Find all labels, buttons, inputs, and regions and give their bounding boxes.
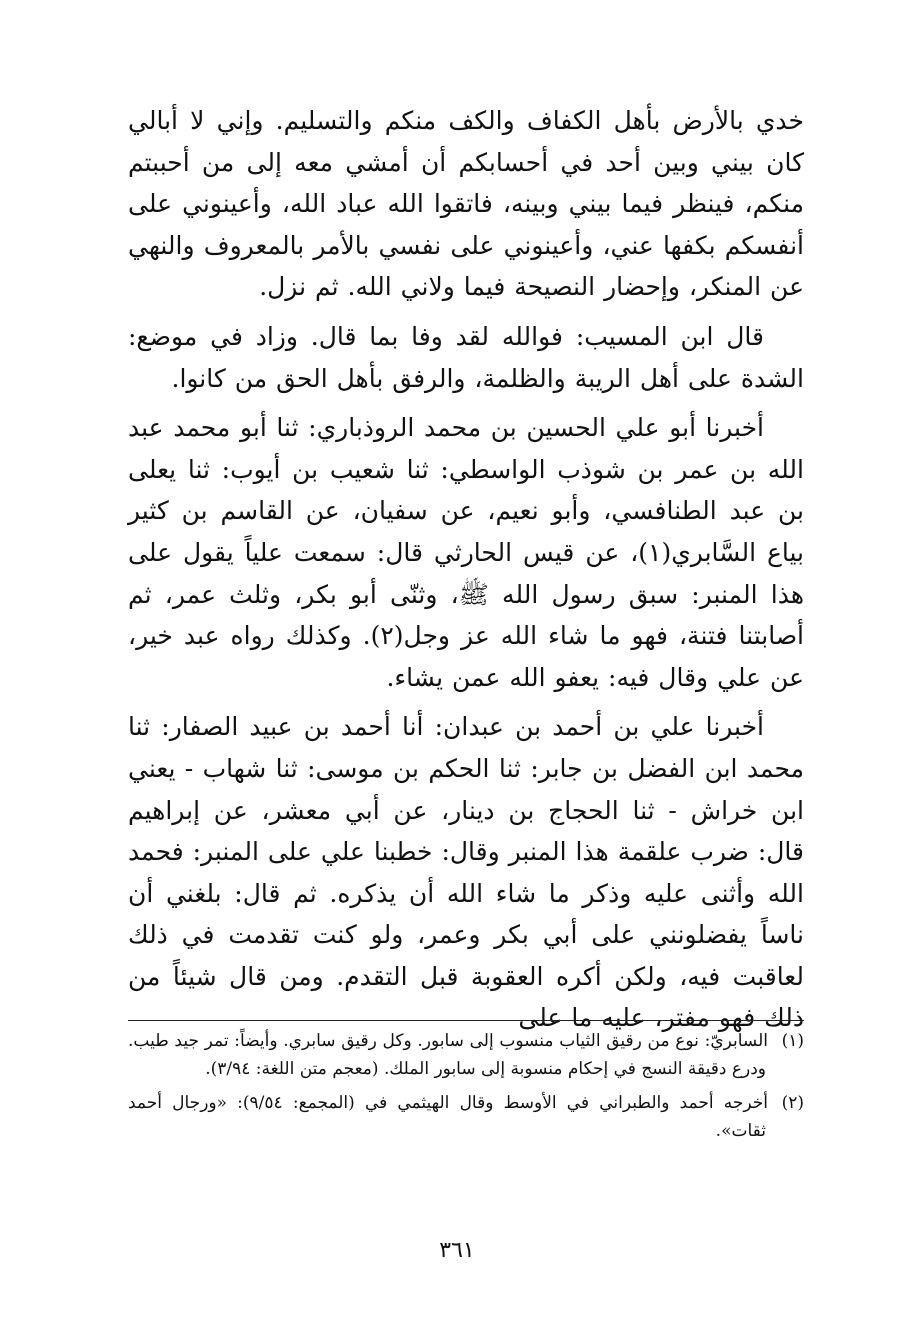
footnote-text: السابريّ: نوع من رقيق الثياب منسوب إلى سابور. وكل رقيق سابري. وأيضاً: تمر جيد طيب. ودرع دقيقة النسج في إحكام منسوبة إلى سابور الملك. (معجم متن اللغة: ٣/٩٤). — [128, 1031, 768, 1079]
footnote-2 — [128, 1089, 804, 1145]
paragraph-4: أخبرنا علي بن أحمد بن عبدان: أنا أحمد بن عبيد الصفار: ثنا محمد ابن الفضل بن جابر: ثنا الحكم بن موسى: ثنا شهاب - يعني ابن خراش - ثنا الحجاج بن دينار، عن أبي معشر، عن إبراهيم قال: ضرب علقمة هذا المنبر وقال: خطبنا علي على المنبر: فحمد الله وأثنى عليه وذكر ما شاء الله أن يذكره. ثم قال: بلغني أن ناساً يفضلونني على أبي بكر وعمر، ولو كنت تقدمت في ذلك لعاقبت فيه، ولكن أكره العقوبة قبل التقدم. ومن قال شيئاً من ذلك فهو مفتر، عليه ما على — [128, 712, 804, 1033]
page-number: ٣٦١ — [439, 1238, 475, 1263]
main-text — [128, 100, 804, 1047]
footnote-number: (٢) — [781, 1093, 804, 1113]
footnotes — [128, 1020, 804, 1151]
footnote-text: أخرجه أحمد والطبراني في الأوسط وقال الهيثمي في (المجمع: ٩/٥٤): «ورجال أحمد ثقات». — [128, 1093, 768, 1141]
footnote-1 — [128, 1027, 804, 1083]
paragraph-3: أخبرنا أبو علي الحسين بن محمد الروذباري: ثنا أبو محمد عبد الله بن عمر بن شوذب الواسطي: ثنا شعيب بن أيوب: ثنا يعلى بن عبد الطنافسي، وأبو نعيم، عن سفيان، عن القاسم بن كثير بياع السَّابري(١)، عن قيس الحارثي قال: سمعت علياً يقول على هذا المنبر: سبق رسول الله ﷺ، وثنّى أبو بكر، وثلث عمر، ثم أصابتنا فتنة، فهو ما شاء الله عز وجل(٢). وكذلك رواه عبد خير، عن علي وقال فيه: يعفو الله عمن يشاء. — [128, 413, 805, 692]
paragraph-2: قال ابن المسيب: فوالله لقد وفا بما قال. وزاد في موضع: الشدة على أهل الريبة والظلمة، والرفق بأهل الحق من كانوا. — [128, 321, 804, 393]
footnote-number: (١) — [781, 1031, 804, 1051]
paragraph-1: خدي بالأرض بأهل الكفاف والكف منكم والتسليم. وإني لا أبالي كان بيني وبين أحد في أحسابكم أن أمشي معه إلى من أحببتم منكم، فينظر فيما بيني وبينه، فاتقوا الله عباد الله، وأعينوني على أنفسكم بكفها عني، وأعينوني على نفسي بالأمر بالمعروف والنهي عن المنكر، وإحضار النصيحة فيما ولاني الله. ثم نزل. — [128, 106, 804, 302]
